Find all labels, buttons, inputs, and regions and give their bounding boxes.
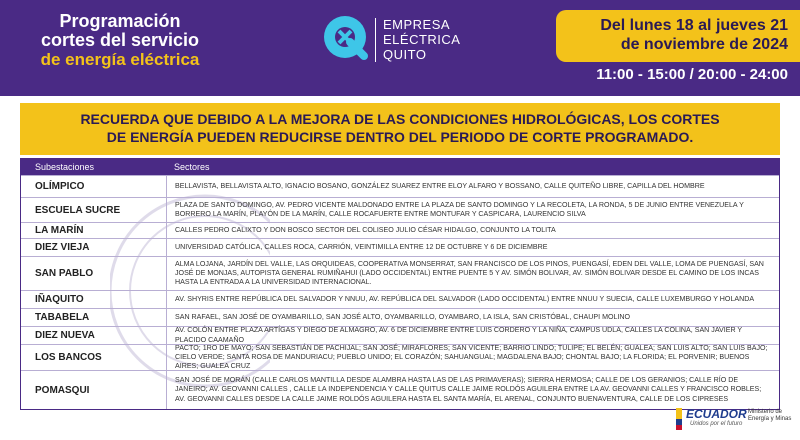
table-row [21, 256, 779, 290]
header-banner [0, 0, 800, 96]
substation-name: LOS BANCOS [35, 352, 102, 363]
substation-name: OLÍMPICO [35, 181, 85, 192]
sectors-text: PLAZA DE SANTO DOMINGO, AV. PEDRO VICENTE MALDONADO ENTRE LA PLAZA DE SANTO DOMINGO Y LA RECOLETA, LA RONDA, 5 DE JUNIO ENTRE VENEZUELA Y BORRERO LA MARÍN, PLAYÓN DE LA MARÍN, CALLE ROCAFUERTE ENTRE MONTUFAR Y CASPICARA, LAURENCIO SILVA [166, 198, 779, 222]
table-row [21, 290, 779, 308]
substation-name: IÑAQUITO [35, 294, 84, 305]
notice-banner [20, 103, 780, 155]
title-line-2: cortes del servicio [40, 30, 200, 50]
page-title [20, 12, 220, 69]
table-header [21, 159, 779, 175]
company-line-2: ELÉCTRICA [383, 32, 461, 47]
substation-name: SAN PABLO [35, 268, 94, 279]
date-range-box [556, 10, 800, 62]
title-line-1: Programación [59, 11, 181, 31]
ecuador-brand: ECUADOR [686, 407, 747, 421]
sectors-text: PACTO; 1RO DE MAYO; SAN SEBASTIÁN DE PACHIJAL; SAN JOSÉ; MIRAFLORES; SAN VICENTE; BARRIO LINDO; TULIPE; EL BELÉN; GUALEA; SAN LUIS ALTO; SAN LUIS BAJO; CIELO VERDE; SANTA ROSA DE MANDURIACU; PUEBLO UNIDO; EL CORAZÓN; SAHUANGUAL; MAGDALENA BAJO; CHONTAL BAJO; LA FLORIDA; EL PORVENIR; BUENOS AIRES; GUALEA CRUZ [166, 345, 779, 370]
substation-name: DIEZ NUEVA [35, 330, 95, 341]
ministry-name: Ministerio de Energía y Minas [748, 409, 792, 422]
notice-line-2: DE ENERGÍA PUEDEN REDUCIRSE DENTRO DEL PERIODO DE CORTE PROGRAMADO. [106, 129, 694, 145]
logo-divider [375, 18, 376, 62]
table-row [21, 197, 779, 222]
sectors-text: AV. SHYRIS ENTRE REPÚBLICA DEL SALVADOR Y NNUU, AV. REPÚBLICA DEL SALVADOR (LADO OCCIDENTAL) ENTRE NNUU Y SUECIA, CALLE LUXEMBURGO Y HOLANDA [166, 291, 779, 308]
sectors-text: AV. COLÓN ENTRE PLAZA ARTÍGAS Y DIEGO DE ALMAGRO, AV. 6 DE DICIEMBRE ENTRE LUIS CORDERO Y LA NIÑA, CAMPUS UDLA, CALLES LA COLINA, SAN JAVIER Y PLACIDO CAAMAÑO [166, 327, 779, 344]
sectors-text: ALMA LOJANA, JARDÍN DEL VALLE, LAS ORQUIDEAS, COOPERATIVA MONSERRAT, SAN FRANCISCO DE LOS PINOS, PUENGASÍ, EDEN DEL VALLE, LOMA DE PUENGASÍ, SAN JOSÉ DE MONJAS, AUTOPISTA GENERAL RUMIÑAHUI (LADO OCCIDENTAL) ENTRE PUENTE 5 Y AV. SIMÓN BOLIVAR, AV. SIMÓN BOLIVAR DESDE EL CAMINO DE LOS INCAS HASTA LA ENTRADA A LA UNIVERSIDAD INTERNACIONAL. [166, 257, 779, 290]
table-row [21, 326, 779, 344]
sectors-text: SAN JOSÉ DE MORÁN (CALLE CARLOS MANTILLA DESDE ALAMBRA HASTA LAS DE LAS PRIMAVERAS); SIERRA HERMOSA; CALLE DE LOS GERANIOS; CALLE RÍO DE JANEIRO; AV. GEOVANNI CALLES , CALLE LA INDEPENDENCIA Y CALLE QUITUS CALLE JAIME ROLDÓS AGUILERA ENTRE LA AV. GEOVANNI CALLES Y FRANCISCO ROBLES; AV. GEOVANNI CALLES DESDE LA CALLE JAIME ROLDÓS AGUILERA HASTA EL SANTA MARÍA, EL ARENAL, CONJUNTO BUENAVENTURA, CALLE DE LOS CIPRESES [166, 371, 779, 409]
company-line-3: QUITO [383, 47, 427, 62]
date-line-2: de noviembre de 2024 [620, 36, 788, 53]
company-line-1: EMPRESA [383, 17, 451, 32]
hours-label: 11:00 - 15:00 / 20:00 - 24:00 [596, 66, 788, 83]
header-subestaciones: Subestaciones [35, 162, 95, 172]
table-row [21, 238, 779, 256]
company-name [383, 17, 460, 62]
sectors-text: SAN RAFAEL, SAN JOSÉ DE OYAMBARILLO, SAN JOSÉ ALTO, OYAMBARILLO, OYAMBARO, LA ISLA, SAN CRISTÓBAL, CHAUPI MOLINO [166, 309, 779, 326]
substation-name: LA MARÍN [35, 225, 84, 236]
table-row [21, 222, 779, 238]
table-row [21, 175, 779, 197]
sectors-text: BELLAVISTA, BELLAVISTA ALTO, IGNACIO BOSANO, GONZÁLEZ SUAREZ ENTRE ELOY ALFARO Y BOSSANO, CALLE QUITEÑO LIBRE, CAPILLA DEL HOMBRE [166, 176, 779, 197]
date-line-1: Del lunes 18 al jueves 21 [600, 17, 788, 34]
schedule-table [20, 158, 780, 410]
table-row [21, 370, 779, 409]
substation-name: TABABELA [35, 312, 90, 323]
ecuador-government-logo [676, 405, 800, 435]
substation-name: ESCUELA SUCRE [35, 204, 121, 216]
table-row [21, 308, 779, 326]
header-sectores: Sectores [174, 162, 210, 172]
eeq-logo-icon [322, 14, 368, 60]
substation-name: POMASQUI [35, 384, 90, 396]
sectors-text: UNIVERSIDAD CATÓLICA, CALLES ROCA, CARRIÓN, VEINTIMILLA ENTRE 12 DE OCTUBRE Y 6 DE DICIEMBRE [166, 239, 779, 256]
title-line-3: de energía eléctrica [40, 50, 200, 69]
ecuador-tagline: Unidos por el futuro [690, 421, 743, 427]
table-row [21, 344, 779, 370]
notice-line-1: RECUERDA QUE DEBIDO A LA MEJORA DE LAS CONDICIONES HIDROLÓGICAS, LOS CORTES [80, 111, 720, 127]
substation-name: DIEZ VIEJA [35, 242, 90, 253]
sectors-text: CALLES PEDRO CALIXTO Y DON BOSCO SECTOR DEL COLISEO JULIO CÉSAR HIDALGO, CONJUNTO LA TOLITA [166, 223, 779, 238]
ecuador-flag-icon [676, 408, 682, 430]
